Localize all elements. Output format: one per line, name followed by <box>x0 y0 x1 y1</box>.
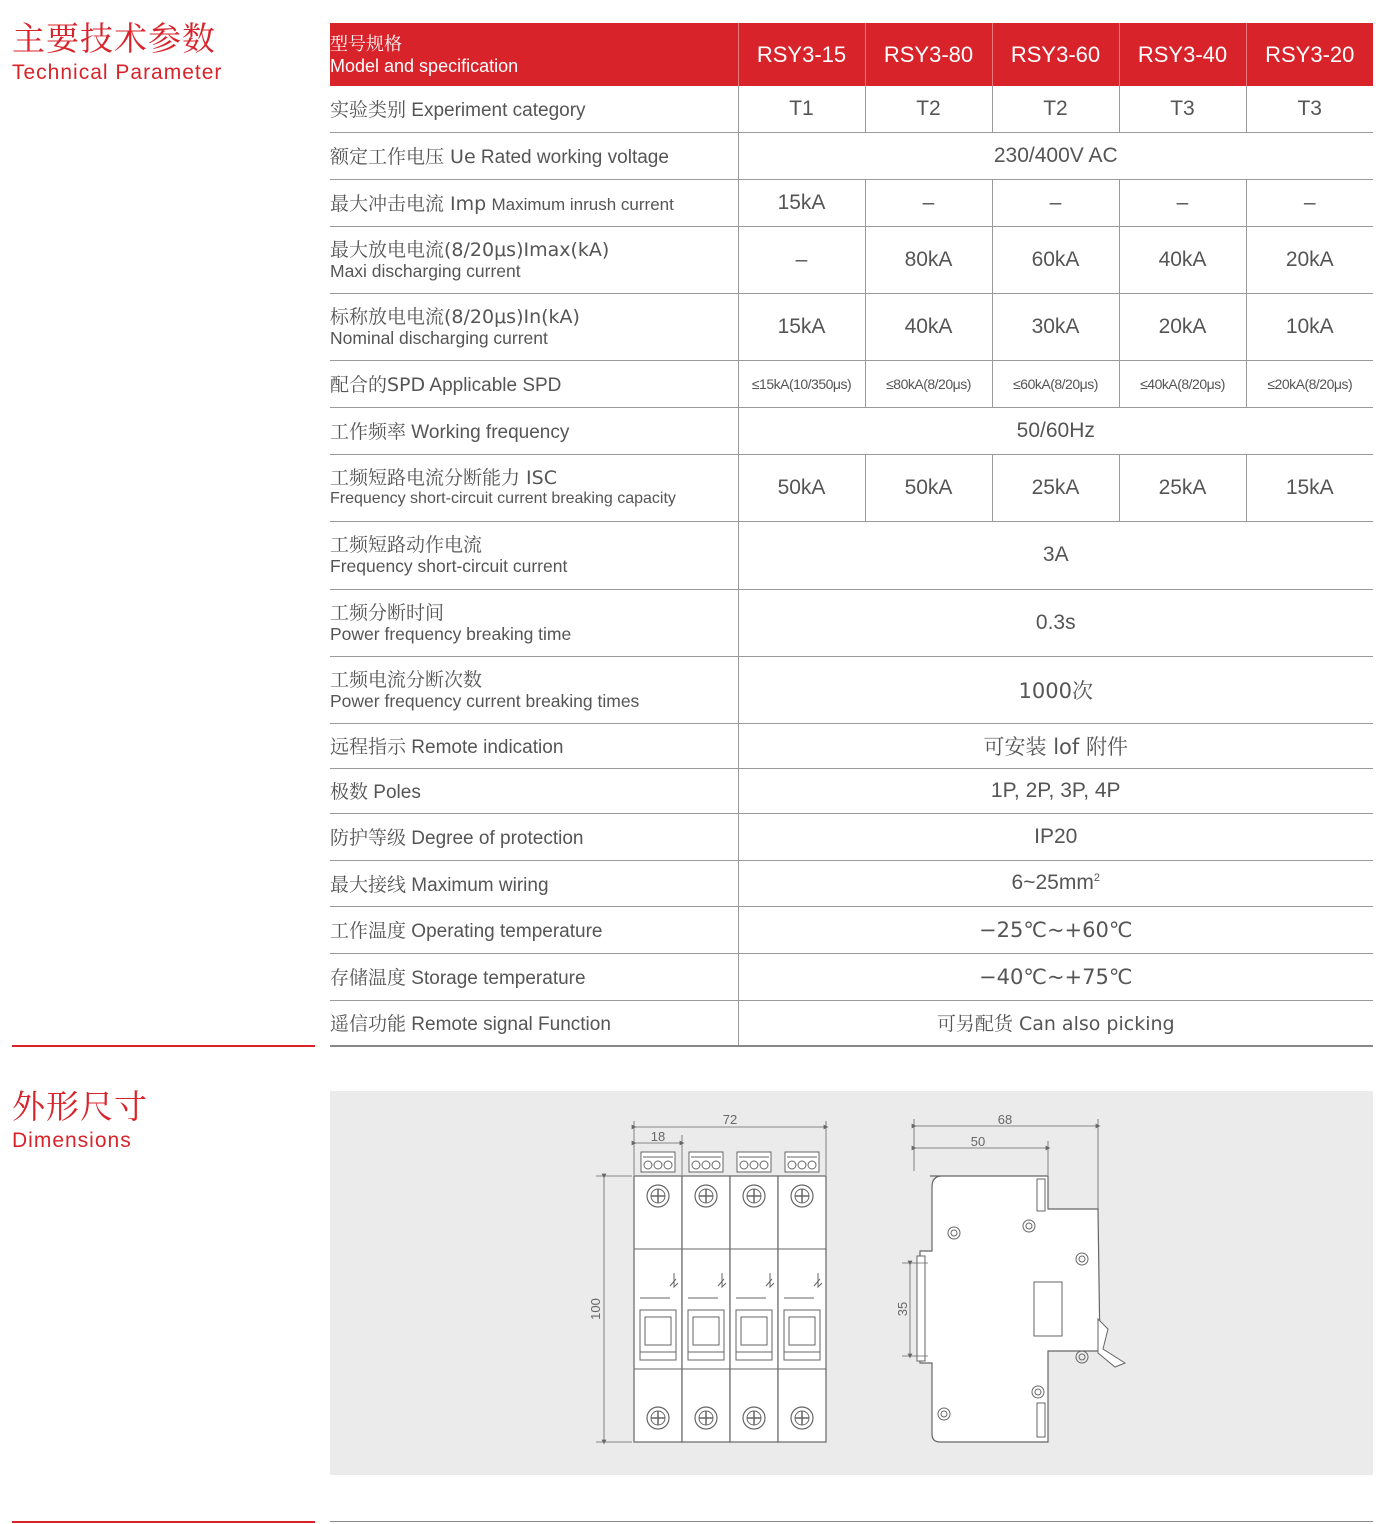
width-total-label: 72 <box>722 1112 738 1127</box>
row-poles <box>330 768 1373 813</box>
value-cell: 3A <box>738 521 1373 589</box>
section-title-cn: 外形尺寸 <box>12 1087 148 1126</box>
wiring-superscript: 2 <box>1093 872 1100 884</box>
pole-width-label: 18 <box>650 1129 666 1144</box>
row-breaking-times <box>330 656 1373 723</box>
row-label <box>330 226 738 293</box>
row-label <box>330 407 738 454</box>
label-en: Applicable SPD <box>429 375 562 396</box>
model-header: RSY3-20 <box>1246 23 1373 86</box>
model-header: RSY3-15 <box>738 23 865 86</box>
value-cell: – <box>1246 179 1373 226</box>
header-label-cn: 型号规格 <box>330 33 402 55</box>
label-cn: 工频短路动作电流 <box>330 534 483 556</box>
value-cell: IP20 <box>738 813 1373 860</box>
side-view-drawing <box>895 1112 1125 1442</box>
row-label <box>330 86 738 132</box>
depth-inner-label: 50 <box>970 1134 986 1149</box>
label-cn: 额定工作电压 Ue <box>330 146 476 168</box>
label-en: Remote indication <box>411 737 564 758</box>
label-en: Maximum inrush current <box>491 195 674 214</box>
value-cell: 30kA <box>992 293 1119 360</box>
value-cell: 25kA <box>1119 454 1246 521</box>
row-label <box>330 1000 738 1046</box>
value-cell: T1 <box>738 86 865 132</box>
label-cn: 存储温度 <box>330 967 407 989</box>
value-cell: ≤60kA(8/20μs) <box>992 360 1119 407</box>
value-cell: 20kA <box>1119 293 1246 360</box>
label-cn: 工频分断时间 <box>330 601 445 624</box>
row-label <box>330 589 738 656</box>
label-cn: 远程指示 <box>330 736 407 758</box>
row-label <box>330 860 738 906</box>
row-breaking-time <box>330 589 1373 656</box>
value-cell: – <box>738 226 865 293</box>
rail-height-label: 35 <box>895 1301 910 1317</box>
row-label <box>330 813 738 860</box>
value-cell: −25℃~+60℃ <box>738 906 1373 953</box>
label-cn: 最大放电电流(8/20μs)Imax(kA) <box>330 238 610 261</box>
label-cn: 极数 <box>330 781 369 803</box>
label-en: Operating temperature <box>411 921 603 942</box>
value-cell: 230/400V AC <box>738 132 1373 179</box>
row-label <box>330 723 738 768</box>
label-en: Power frequency current breaking times <box>330 690 640 711</box>
technical-parameter-title <box>12 19 223 85</box>
value-cell: 80kA <box>865 226 992 293</box>
row-maximum-wiring <box>330 860 1373 906</box>
row-label <box>330 293 738 360</box>
row-label <box>330 360 738 407</box>
row-label <box>330 768 738 813</box>
table-header-row <box>330 23 1373 86</box>
row-operating-temperature <box>330 906 1373 953</box>
label-cn: 遥信功能 <box>330 1013 407 1036</box>
label-en: Frequency short-circuit current <box>330 556 568 576</box>
row-label <box>330 132 738 179</box>
value-cell: 15kA <box>1246 454 1373 521</box>
value-cell: 10kA <box>1246 293 1373 360</box>
label-cn: 最大接线 <box>330 873 407 896</box>
section-divider <box>12 1045 315 1047</box>
label-en: Rated working voltage <box>480 147 669 168</box>
value-cell: ≤80kA(8/20μs) <box>865 360 992 407</box>
label-en: Maximum wiring <box>411 874 549 896</box>
label-en: Power frequency breaking time <box>330 623 572 644</box>
front-view-drawing <box>588 1112 826 1442</box>
value-cell: T3 <box>1246 86 1373 132</box>
row-nominal-discharge <box>330 293 1373 360</box>
label-en: Nominal discharging current <box>330 327 548 348</box>
height-label: 100 <box>588 1298 603 1320</box>
section-title-en: Dimensions <box>12 1129 132 1152</box>
depth-total-label: 68 <box>997 1112 1013 1127</box>
label-en: Degree of protection <box>411 828 584 849</box>
row-working-frequency <box>330 407 1373 454</box>
row-experiment-category <box>330 86 1373 132</box>
row-label <box>330 454 738 521</box>
label-cn: 工作温度 <box>330 920 407 942</box>
row-short-circuit-current <box>330 521 1373 589</box>
wiring-value: 6~25mm <box>1011 871 1094 894</box>
model-header: RSY3-80 <box>865 23 992 86</box>
model-header: RSY3-40 <box>1119 23 1246 86</box>
row-label <box>330 906 738 953</box>
label-en: Frequency short-circuit current breaking capacity <box>330 489 676 507</box>
dimension-drawings <box>330 1091 1373 1475</box>
label-cn: 最大冲击电流 Imp <box>330 193 487 215</box>
value-cell: 20kA <box>1246 226 1373 293</box>
value-cell: – <box>1119 179 1246 226</box>
value-cell: T2 <box>865 86 992 132</box>
row-remote-signal <box>330 1000 1373 1046</box>
label-en: Experiment category <box>411 100 586 122</box>
label-cn: 工频短路电流分断能力 ISC <box>330 466 557 489</box>
value-cell: 15kA <box>738 293 865 360</box>
label-cn: 标称放电电流(8/20μs)In(kA) <box>330 305 580 328</box>
value-cell: T2 <box>992 86 1119 132</box>
value-cell: ≤15kA(10/350μs) <box>738 360 865 407</box>
row-remote-indication <box>330 723 1373 768</box>
value-cell: 1000次 <box>738 656 1373 723</box>
label-cn: 防护等级 <box>330 827 407 849</box>
label-en: Remote signal Function <box>411 1014 611 1036</box>
value-cell: −40℃~+75℃ <box>738 953 1373 1000</box>
value-cell: 0.3s <box>738 589 1373 656</box>
label-cn: 实验类别 <box>330 99 407 122</box>
label-en: Working frequency <box>411 422 570 443</box>
value-cell: 1P, 2P, 3P, 4P <box>738 768 1373 813</box>
value-cell: – <box>865 179 992 226</box>
row-rated-voltage <box>330 132 1373 179</box>
label-en: Poles <box>373 782 421 803</box>
bottom-rule <box>330 1521 1373 1522</box>
row-max-discharge <box>330 226 1373 293</box>
label-cn: 工频电流分断次数 <box>330 668 483 691</box>
value-cell: ≤20kA(8/20μs) <box>1246 360 1373 407</box>
label-en: Maxi discharging current <box>330 260 521 281</box>
row-label <box>330 179 738 226</box>
header-label-en: Model and specification <box>330 55 519 76</box>
value-cell: ≤40kA(8/20μs) <box>1119 360 1246 407</box>
label-cn: 配合的SPD <box>330 374 426 396</box>
label-cn: 工作频率 <box>330 421 407 443</box>
value-cell: 40kA <box>1119 226 1246 293</box>
header-label-cell <box>330 23 738 86</box>
row-degree-of-protection <box>330 813 1373 860</box>
value-cell: 50kA <box>865 454 992 521</box>
value-cell: 25kA <box>992 454 1119 521</box>
value-cell <box>738 860 1373 906</box>
value-cell: 可安装 lof 附件 <box>738 723 1373 768</box>
row-inrush-current <box>330 179 1373 226</box>
spec-table <box>330 23 1373 1047</box>
label-en: Storage temperature <box>411 968 586 989</box>
dimensions-drawing-panel <box>330 1091 1373 1475</box>
model-header: RSY3-60 <box>992 23 1119 86</box>
row-label <box>330 656 738 723</box>
value-cell: 60kA <box>992 226 1119 293</box>
section-title-cn: 主要技术参数 <box>12 19 216 58</box>
section-title-en: Technical Parameter <box>12 61 223 84</box>
value-cell: 50/60Hz <box>738 407 1373 454</box>
row-storage-temperature <box>330 953 1373 1000</box>
row-label <box>330 953 738 1000</box>
row-isc <box>330 454 1373 521</box>
value-cell: 50kA <box>738 454 865 521</box>
value-cell: 15kA <box>738 179 865 226</box>
value-cell: – <box>992 179 1119 226</box>
row-applicable-spd <box>330 360 1373 407</box>
dimensions-title <box>12 1087 148 1153</box>
row-label <box>330 521 738 589</box>
value-cell: 40kA <box>865 293 992 360</box>
section-divider <box>12 1521 315 1523</box>
value-cell: T3 <box>1119 86 1246 132</box>
value-cell: 可另配货 Can also picking <box>738 1000 1373 1046</box>
